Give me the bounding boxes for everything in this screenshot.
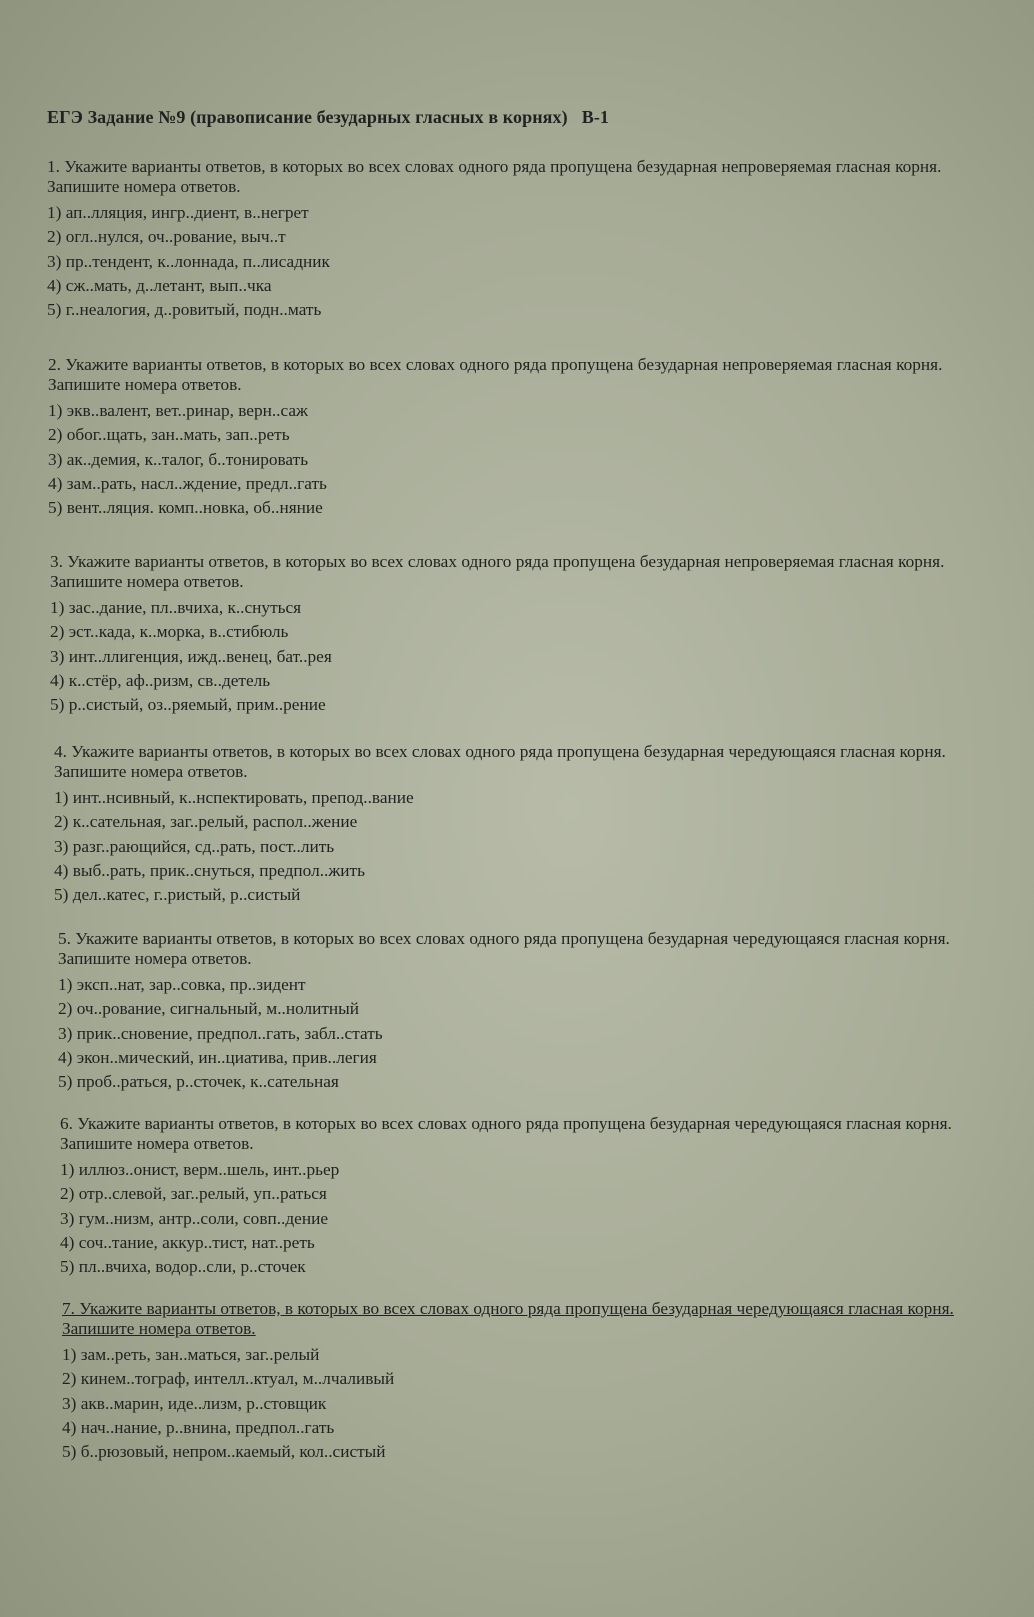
- question-4-options: [54, 786, 1014, 907]
- question-2-option-2: 2) обог..щать, зан..мать, зап..реть: [48, 425, 290, 445]
- question-1-option-4: 4) сж..мать, д..летант, вып..чка: [47, 275, 272, 295]
- question-5-options: [58, 973, 1018, 1094]
- question-6-option-1: 1) иллюз..онист, верм..шель, инт..рьер: [60, 1160, 340, 1179]
- question-2-option-4: 4) зам..рать, насл..ждение, предл..гать: [48, 473, 327, 493]
- question-2-text: 2. Укажите варианты ответов, в которых во всех словах одного ряда пропущена безударная непроверяемая гласная корня. Запишите номера ответов.: [48, 355, 943, 394]
- variant-label: В-1: [581, 107, 610, 127]
- question-4-option-1: 1) инт..нсивный, к..нспектировать, препод..вание: [54, 788, 414, 807]
- question-3-option-5: 5) р..систый, оз..ряемый, прим..рение: [50, 695, 326, 715]
- question-5-option-2: 2) оч..рование, сигнальный, м..нолитный: [58, 999, 360, 1019]
- question-1-text: 1. Укажите варианты ответов, в которых во всех словах одного ряда пропущена безударная непроверяемая гласная корня. Запишите номера ответов.: [47, 157, 942, 196]
- question-3-text: 3. Укажите варианты ответов, в которых во всех словах одного ряда пропущена безударная непроверяемая гласная корня. Запишите номера ответов.: [50, 552, 945, 591]
- question-7-options: [62, 1343, 1022, 1464]
- question-7-option-5: 5) б..рюзовый, непром..каемый, кол..систый: [62, 1442, 386, 1462]
- worksheet-title: [47, 107, 609, 128]
- question-4: [54, 742, 1014, 907]
- question-4-option-2: 2) к..сательная, заг..релый, распол..жение: [54, 812, 358, 832]
- question-2-option-1: 1) экв..валент, вет..ринар, верн..саж: [48, 401, 308, 420]
- question-7: [62, 1299, 1022, 1464]
- question-6-option-5: 5) пл..вчиха, водор..сли, р..сточек: [60, 1257, 306, 1277]
- question-7-option-3: 3) акв..марин, иде..лизм, р..стовщик: [62, 1393, 327, 1413]
- question-2: [48, 355, 1008, 520]
- question-3-options: [50, 596, 1010, 717]
- question-1-option-3: 3) пр..тендент, к..лоннада, п..лисадник: [47, 251, 330, 271]
- question-6-option-3: 3) гум..низм, антр..соли, совп..дение: [60, 1208, 328, 1228]
- question-6-option-4: 4) соч..тание, аккур..тист, нат..реть: [60, 1232, 315, 1252]
- question-3-option-1: 1) зас..дание, пл..вчиха, к..снуться: [50, 598, 302, 617]
- question-5-option-5: 5) проб..раться, р..сточек, к..сательная: [58, 1072, 339, 1092]
- question-1-option-1: 1) ап..лляция, ингр..диент, в..негрет: [47, 203, 309, 222]
- question-4-option-4: 4) выб..рать, прик..снуться, предпол..жить: [54, 860, 365, 880]
- question-5-text: 5. Укажите варианты ответов, в которых во всех словах одного ряда пропущена безударная чередующаяся гласная корня. Запишите номера ответов.: [58, 929, 950, 968]
- question-7-text: 7. Укажите варианты ответов, в которых во всех словах одного ряда пропущена безударная чередующаяся гласная корня. Запишите номера ответов.: [62, 1299, 954, 1338]
- question-2-option-3: 3) ак..демия, к..талог, б..тонировать: [48, 449, 309, 469]
- question-2-option-5: 5) вент..ляция. комп..новка, об..няние: [48, 498, 323, 518]
- question-7-option-2: 2) кинем..тограф, интелл..ктуал, м..лчаливый: [62, 1369, 395, 1389]
- question-3-option-2: 2) эст..када, к..морка, в..стибюль: [50, 622, 289, 642]
- question-5-option-1: 1) эксп..нат, зар..совка, пр..зидент: [58, 975, 306, 994]
- question-5: [58, 929, 1018, 1094]
- question-7-option-1: 1) зам..реть, зан..маться, заг..релый: [62, 1345, 320, 1364]
- question-7-option-4: 4) нач..нание, р..внина, предпол..гать: [62, 1417, 335, 1437]
- question-1-options: [47, 201, 1007, 322]
- question-1: [47, 157, 1007, 322]
- question-6: [60, 1114, 1020, 1279]
- question-3: [50, 552, 1010, 717]
- question-1-option-5: 5) г..неалогия, д..ровитый, подн..мать: [47, 300, 322, 320]
- question-4-text: 4. Укажите варианты ответов, в которых во всех словах одного ряда пропущена безударная чередующаяся гласная корня. Запишите номера ответов.: [54, 742, 946, 781]
- question-5-option-3: 3) прик..сновение, предпол..гать, забл..стать: [58, 1023, 383, 1043]
- question-5-option-4: 4) экон..мический, ин..циатива, прив..легия: [58, 1047, 377, 1067]
- question-6-options: [60, 1158, 1020, 1279]
- question-4-option-5: 5) дел..катес, г..ристый, р..систый: [54, 885, 301, 905]
- question-6-option-2: 2) отр..слевой, заг..релый, уп..раться: [60, 1184, 327, 1204]
- question-1-option-2: 2) огл..нулся, оч..рование, выч..т: [47, 227, 286, 247]
- title-text: ЕГЭ Задание №9 (правописание безударных гласных в корнях): [47, 107, 568, 127]
- question-3-option-4: 4) к..стёр, аф..ризм, св..детель: [50, 670, 271, 690]
- question-3-option-3: 3) инт..ллигенция, ижд..венец, бат..рея: [50, 646, 332, 666]
- question-4-option-3: 3) разг..рающийся, сд..рать, пост..лить: [54, 836, 335, 856]
- question-6-text: 6. Укажите варианты ответов, в которых во всех словах одного ряда пропущена безударная чередующаяся гласная корня. Запишите номера ответов.: [60, 1114, 952, 1153]
- question-2-options: [48, 399, 1008, 520]
